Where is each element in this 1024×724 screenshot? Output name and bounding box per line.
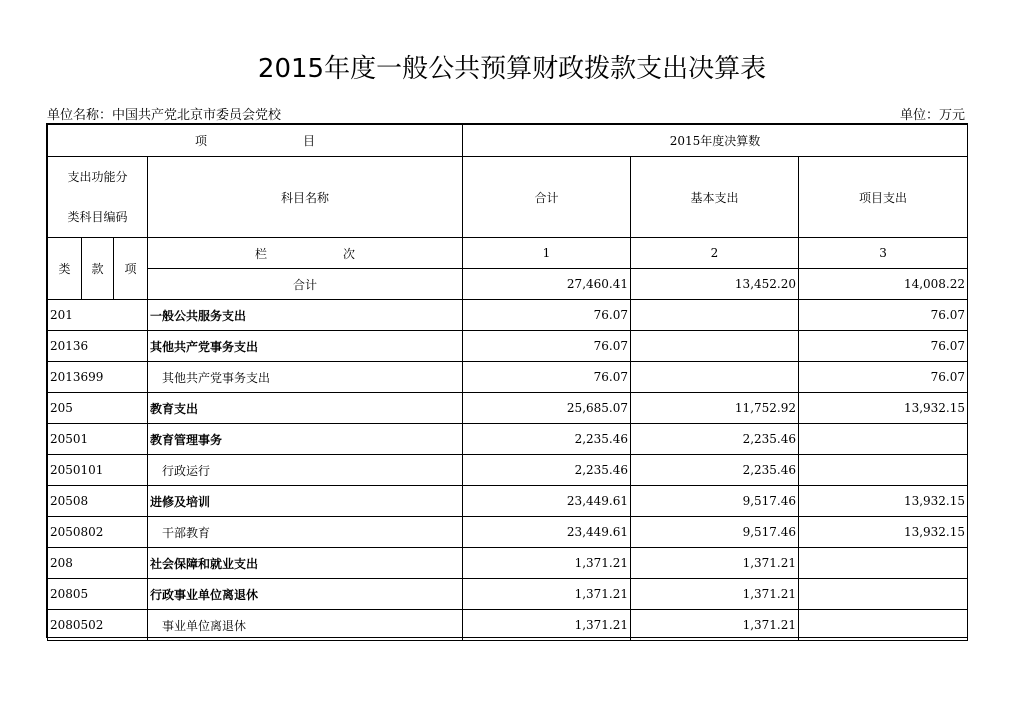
- project-value: [799, 548, 968, 579]
- table-row: [48, 424, 968, 455]
- subject-code: 2050802: [48, 517, 148, 548]
- table-row: [48, 486, 968, 517]
- basic-header: 基本支出: [631, 157, 799, 238]
- budget-table: [47, 124, 968, 641]
- subject-name-header: 科目名称: [148, 157, 463, 238]
- project-value: [799, 455, 968, 486]
- table-row: [48, 517, 968, 548]
- summary-label: 合计: [148, 269, 463, 300]
- column-number-header: [148, 238, 463, 269]
- subject-code: 2080502: [48, 610, 148, 641]
- kuan-header: 款: [82, 238, 114, 300]
- project-value: 76.07: [799, 331, 968, 362]
- project-value: 13,932.15: [799, 393, 968, 424]
- total-value: 2,235.46: [463, 455, 631, 486]
- subject-code: 20136: [48, 331, 148, 362]
- basic-value: 1,371.21: [631, 610, 799, 641]
- basic-value: 2,235.46: [631, 455, 799, 486]
- project-value: 13,932.15: [799, 486, 968, 517]
- total-value: 1,371.21: [463, 579, 631, 610]
- year-total-header: 2015年度决算数: [463, 125, 968, 157]
- basic-value: [631, 331, 799, 362]
- project-value: [799, 579, 968, 610]
- table-row: [48, 548, 968, 579]
- subject-name: 教育支出: [148, 393, 463, 424]
- code-header: [48, 157, 148, 238]
- subject-code: 201: [48, 300, 148, 331]
- subject-name: 干部教育: [148, 517, 463, 548]
- subject-name: 行政运行: [148, 455, 463, 486]
- total-value: 1,371.21: [463, 610, 631, 641]
- lei-header: 类: [48, 238, 82, 300]
- unit-label: 单位：万元: [899, 108, 965, 123]
- subject-code: 208: [48, 548, 148, 579]
- basic-value: [631, 300, 799, 331]
- code-header-line2: 类科目编码: [67, 210, 128, 224]
- subject-name: 教育管理事务: [148, 424, 463, 455]
- total-value: 23,449.61: [463, 486, 631, 517]
- basic-value: 2,235.46: [631, 424, 799, 455]
- ci-label: 次: [342, 246, 355, 261]
- subject-name: 其他共产党事务支出: [148, 362, 463, 393]
- subject-code: 20508: [48, 486, 148, 517]
- total-value: 2,235.46: [463, 424, 631, 455]
- item-header-b: 目: [302, 134, 315, 148]
- total-value: 76.07: [463, 362, 631, 393]
- project-value: [799, 610, 968, 641]
- project-value: 76.07: [799, 362, 968, 393]
- project-value: 13,932.15: [799, 517, 968, 548]
- item-header: [48, 125, 463, 157]
- total-header: 合计: [463, 157, 631, 238]
- header-row-1: [48, 125, 968, 157]
- table-row: [48, 362, 968, 393]
- subject-name: 行政事业单位离退休: [148, 579, 463, 610]
- table-row: [48, 610, 968, 641]
- unit-name: 单位名称：中国共产党北京市委员会党校: [47, 108, 282, 123]
- lan-label: 栏: [255, 246, 268, 261]
- total-value: 1,371.21: [463, 548, 631, 579]
- subject-name: 事业单位离退休: [148, 610, 463, 641]
- project-value: [799, 424, 968, 455]
- table-row: [48, 393, 968, 424]
- table-row: [48, 455, 968, 486]
- total-value: 25,685.07: [463, 393, 631, 424]
- header-row-3: [48, 238, 968, 269]
- summary-row: [48, 269, 968, 300]
- subject-name: 一般公共服务支出: [148, 300, 463, 331]
- table-row: [48, 331, 968, 362]
- subject-code: 20501: [48, 424, 148, 455]
- summary-project: 14,008.22: [799, 269, 968, 300]
- subject-code: 2050101: [48, 455, 148, 486]
- table-row: [48, 300, 968, 331]
- total-value: 23,449.61: [463, 517, 631, 548]
- table-row: [48, 579, 968, 610]
- col-number-3: 3: [799, 238, 968, 269]
- code-header-line1: 支出功能分: [67, 170, 128, 184]
- xiang-header: 项: [114, 238, 148, 300]
- basic-value: 11,752.92: [631, 393, 799, 424]
- col-number-1: 1: [463, 238, 631, 269]
- subject-name: 进修及培训: [148, 486, 463, 517]
- total-value: 76.07: [463, 331, 631, 362]
- page-title: 2015年度一般公共预算财政拨款支出决算表: [257, 54, 767, 84]
- data-rows: [48, 300, 968, 641]
- col-number-2: 2: [631, 238, 799, 269]
- summary-basic: 13,452.20: [631, 269, 799, 300]
- total-value: 76.07: [463, 300, 631, 331]
- header-row-2: [48, 157, 968, 238]
- summary-total: 27,460.41: [463, 269, 631, 300]
- basic-value: 1,371.21: [631, 548, 799, 579]
- basic-value: 9,517.46: [631, 486, 799, 517]
- subject-name: 其他共产党事务支出: [148, 331, 463, 362]
- basic-value: 1,371.21: [631, 579, 799, 610]
- subject-code: 205: [48, 393, 148, 424]
- basic-value: 9,517.46: [631, 517, 799, 548]
- project-value: 76.07: [799, 300, 968, 331]
- item-header-a: 项: [195, 134, 208, 148]
- subject-code: 2013699: [48, 362, 148, 393]
- subject-code: 20805: [48, 579, 148, 610]
- basic-value: [631, 362, 799, 393]
- project-header: 项目支出: [799, 157, 968, 238]
- subject-name: 社会保障和就业支出: [148, 548, 463, 579]
